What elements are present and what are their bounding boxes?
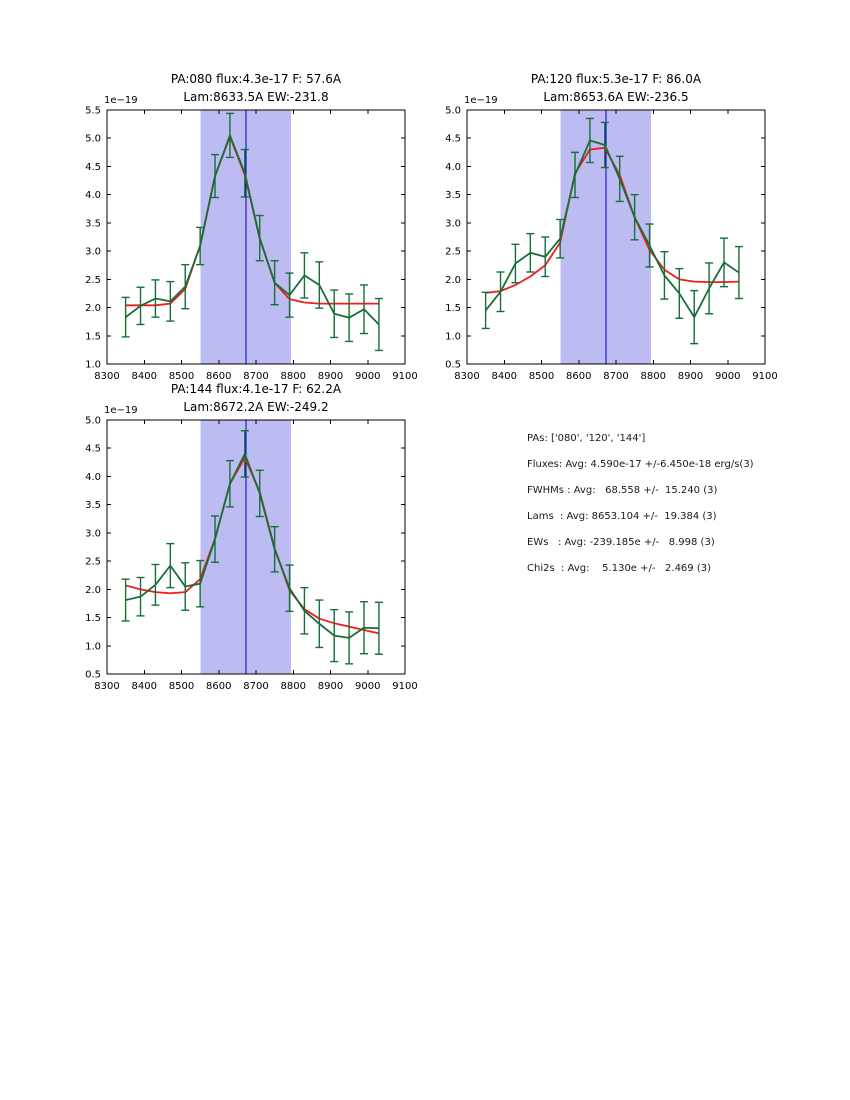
y-tick-label: 3.5	[445, 190, 461, 202]
y-tick-label: 1.0	[85, 359, 101, 371]
y-tick-label: 0.5	[445, 359, 461, 371]
y-tick-label: 4.0	[85, 190, 101, 202]
y-tick-label: 1.0	[445, 331, 461, 343]
y-tick-label: 2.5	[85, 274, 101, 286]
plot1-spectrum-chart	[42, 85, 430, 404]
summary-fluxes: Fluxes: Avg: 4.590e-17 +/-6.450e-18 erg/s(3)	[527, 459, 754, 470]
x-tick-label: 8300	[454, 371, 480, 382]
plot1-title-line2: Lam:8633.5A EW:-231.8	[183, 90, 329, 104]
x-tick-label: 8700	[603, 371, 629, 382]
y-tick-label: 2.5	[85, 556, 101, 568]
y-tick-label: 5.5	[85, 105, 101, 117]
plot2-spectrum-chart	[402, 85, 790, 404]
y-tick-label: 3.5	[85, 218, 101, 230]
x-tick-label: 9100	[392, 371, 418, 382]
x-tick-label: 9000	[715, 371, 741, 382]
y-tick-label: 1.5	[445, 303, 461, 315]
y-tick-label: 4.5	[445, 133, 461, 145]
x-tick-label: 8900	[317, 681, 344, 692]
x-tick-label: 8300	[94, 681, 120, 692]
summary-pas: PAs: ['080', '120', '144']	[527, 433, 646, 444]
y-tick-label: 1.5	[85, 331, 101, 343]
y-tick-label: 2.5	[445, 246, 461, 258]
x-tick-label: 8900	[677, 371, 704, 382]
y-tick-label: 3.0	[85, 246, 101, 258]
y-tick-label: 0.5	[85, 669, 101, 681]
x-tick-label: 8500	[528, 371, 555, 382]
x-tick-label: 8400	[491, 371, 517, 382]
x-tick-label: 8400	[131, 371, 157, 382]
y-tick-label: 2.0	[85, 584, 101, 596]
x-tick-label: 8500	[168, 371, 195, 382]
x-tick-label: 8500	[168, 681, 195, 692]
y-tick-label: 2.0	[85, 303, 101, 315]
summary-ews: EWs : Avg: -239.185e +/- 8.998 (3)	[527, 537, 715, 548]
y-tick-label: 3.5	[85, 500, 101, 512]
x-tick-label: 9100	[752, 371, 778, 382]
plot2-y-offset-label: 1e−19	[464, 95, 498, 106]
plot2-title-line1: PA:120 flux:5.3e-17 F: 86.0A	[530, 72, 702, 86]
y-tick-label: 1.5	[85, 613, 101, 625]
y-tick-label: 4.5	[85, 443, 101, 455]
plot3-y-offset-label: 1e−19	[104, 405, 138, 416]
plot3-spectrum-chart	[42, 395, 430, 714]
y-tick-label: 3.0	[445, 218, 461, 230]
y-tick-label: 1.0	[85, 641, 101, 653]
y-tick-label: 4.0	[445, 161, 461, 173]
x-tick-label: 9000	[355, 681, 381, 692]
summary-fwhms: FWHMs : Avg: 68.558 +/- 15.240 (3)	[527, 485, 718, 496]
plot3-title-line1: PA:144 flux:4.1e-17 F: 62.2A	[170, 382, 342, 396]
x-tick-label: 9000	[355, 371, 381, 382]
x-tick-label: 8700	[243, 371, 269, 382]
y-tick-label: 5.0	[85, 415, 101, 427]
x-tick-label: 8600	[566, 371, 592, 382]
y-tick-label: 5.0	[85, 133, 101, 145]
plot2-title-line2: Lam:8653.6A EW:-236.5	[543, 90, 689, 104]
y-tick-label: 4.0	[85, 471, 101, 483]
x-tick-label: 8900	[317, 371, 344, 382]
summary-lams: Lams : Avg: 8653.104 +/- 19.384 (3)	[527, 511, 717, 522]
plot3-title-line2: Lam:8672.2A EW:-249.2	[183, 400, 329, 414]
x-tick-label: 8600	[206, 371, 232, 382]
x-tick-label: 8800	[640, 371, 666, 382]
x-tick-label: 8300	[94, 371, 120, 382]
x-tick-label: 8800	[280, 371, 306, 382]
y-tick-label: 3.0	[85, 528, 101, 540]
y-tick-label: 4.5	[85, 161, 101, 173]
y-tick-label: 2.0	[445, 274, 461, 286]
summary-chi2s: Chi2s : Avg: 5.130e +/- 2.469 (3)	[527, 563, 712, 574]
x-tick-label: 8400	[131, 681, 157, 692]
y-tick-label: 5.0	[445, 105, 461, 117]
plot1-y-offset-label: 1e−19	[104, 95, 138, 106]
x-tick-label: 9100	[392, 681, 418, 692]
plot1-title-line1: PA:080 flux:4.3e-17 F: 57.6A	[170, 72, 342, 86]
x-tick-label: 8600	[206, 681, 232, 692]
x-tick-label: 8700	[243, 681, 269, 692]
x-tick-label: 8800	[280, 681, 306, 692]
